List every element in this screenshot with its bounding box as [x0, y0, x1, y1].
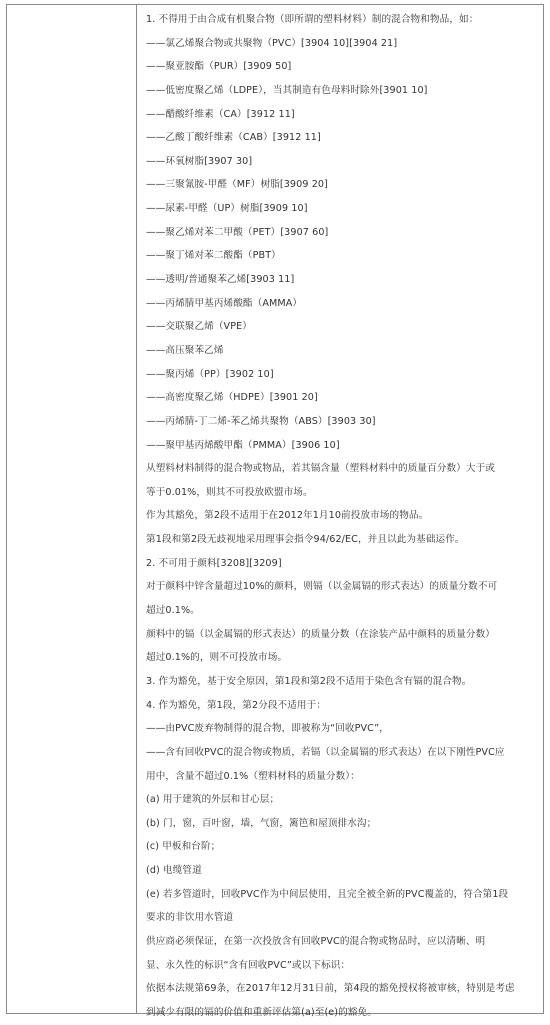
clause-line: (c) 甲板和台阶； [146, 841, 221, 853]
clause-line: 从塑料材料制得的混合物或物品，若其镉含量（塑料材料中的质量百分数）大于或 [146, 463, 495, 475]
clause-line: ——聚丁烯对苯二酸酯（PBT） [146, 250, 281, 262]
clause-line: 第1段和第2段无歧视地采用理事会指令94/62/EC，并且以此为基础运作。 [146, 534, 465, 546]
clause-line: (d) 电缆管道 [146, 865, 202, 877]
clause-line: ——丙烯腈-丁二烯-苯乙烯共聚物（ABS）[3903 30] [146, 415, 376, 427]
clause-line: ——氯乙烯聚合物或共聚物（PVC）[3904 10][3904 21] [146, 37, 398, 49]
clause-line: 显、永久性的标识“含有回收PVC”或以下标识： [146, 959, 351, 971]
table-left-column [7, 5, 137, 1013]
clause-line: 到减少有限的镉的价值和重新评估第(a)至(e)的豁免。 [146, 1006, 377, 1018]
clause-line: 供应商必须保证，在第一次投放含有回收PVC的混合物或物品时，应以清晰、明 [146, 935, 486, 947]
regulation-table [6, 4, 544, 1018]
clause-line: ——醋酸纤维素（CA）[3912 11] [146, 108, 295, 120]
clause-line: ——聚甲基丙烯酸甲酯（PMMA）[3906 10] [146, 439, 340, 451]
clause-line: (e) 若多管道时，回收PVC作为中间层使用，且完全被全新的PVC覆盖的，符合第1段 [146, 888, 509, 900]
clause-line: ——透明/普通聚苯乙烯[3903 11] [146, 274, 295, 286]
clause-line: 要求的非饮用水管道 [146, 912, 234, 924]
clause-line: ——含有回收PVC的混合物或物质，若镉（以金属镉的形式表达）在以下刚性PVC应 [146, 746, 505, 758]
clause-line: 4. 作为豁免，第1段，第2分段不适用于： [146, 699, 327, 711]
clause-line: ——乙酸丁酸纤维素（CAB）[3912 11] [146, 132, 321, 144]
clause-line: ——交联聚乙烯（VPE） [146, 321, 252, 333]
clause-line: 依据本法规第69条，在2017年12月31日前，第4段的豁免授权将被审核，特别是考虑 [146, 983, 515, 995]
clause-line: 1. 不得用于由合成有机聚合物（即所谓的塑料材料）制的混合物和物品，如： [146, 14, 479, 25]
clause-line: ——高压聚苯乙烯 [146, 344, 224, 356]
clause-line: 颜料中的镉（以金属镉的形式表达）的质量分数（在涂装产品中颜料的质量分数） [146, 628, 495, 640]
clause-line: ——尿素-甲醛（UP）树脂[3909 10] [146, 203, 308, 215]
clause-line: 2. 不可用于颜料[3208][3209] [146, 557, 282, 569]
clause-line: ——低密度聚乙烯（LDPE），当其制造有色母料时除外[3901 10] [146, 84, 428, 96]
clause-line: 作为其豁免，第2段不适用于在2012年1月10前投放市场的物品。 [146, 510, 429, 522]
clause-line: ——聚丙烯（PP）[3902 10] [146, 368, 274, 380]
clause-line: ——丙烯腈甲基丙烯酸酯（AMMA） [146, 297, 303, 309]
clause-line: 超过0.1%的，则不可投放市场。 [146, 652, 288, 664]
clause-line: 用中，含量不超过0.1%（塑料材料的质量分数）： [146, 770, 360, 782]
clause-line: 3. 作为豁免，基于安全原因，第1段和第2段不适用于染色含有镉的混合物。 [146, 675, 472, 687]
clause-line: ——三聚氰胺-甲醛（MF）树脂[3909 20] [146, 179, 328, 191]
clause-line: 超过0.1%。 [146, 605, 200, 617]
clause-line: ——聚乙烯对苯二甲酸（PET）[3907 60] [146, 226, 329, 238]
clause-line: ——高密度聚乙烯（HDPE）[3901 20] [146, 392, 318, 404]
clause-line: (b) 门，窗，百叶窗，墙，气窗，篱笆和屋顶排水沟； [146, 817, 377, 829]
table-content-cell [138, 5, 543, 1025]
clause-line: 等于0.01%，则其不可投放欧盟市场。 [146, 486, 313, 498]
clause-line: (a) 用于建筑的外层和甘心层； [146, 794, 280, 806]
clause-line: ——聚亚胺酯（PUR）[3909 50] [146, 61, 292, 73]
clause-line: 对于颜料中锌含量超过10%的颜料，则镉（以金属镉的形式表达）的质量分数不可 [146, 581, 498, 593]
clause-line: ——环氧树脂[3907 30] [146, 155, 253, 167]
clause-line: ——由PVC废弃物制得的混合物，即被称为“回收PVC”， [146, 723, 389, 735]
